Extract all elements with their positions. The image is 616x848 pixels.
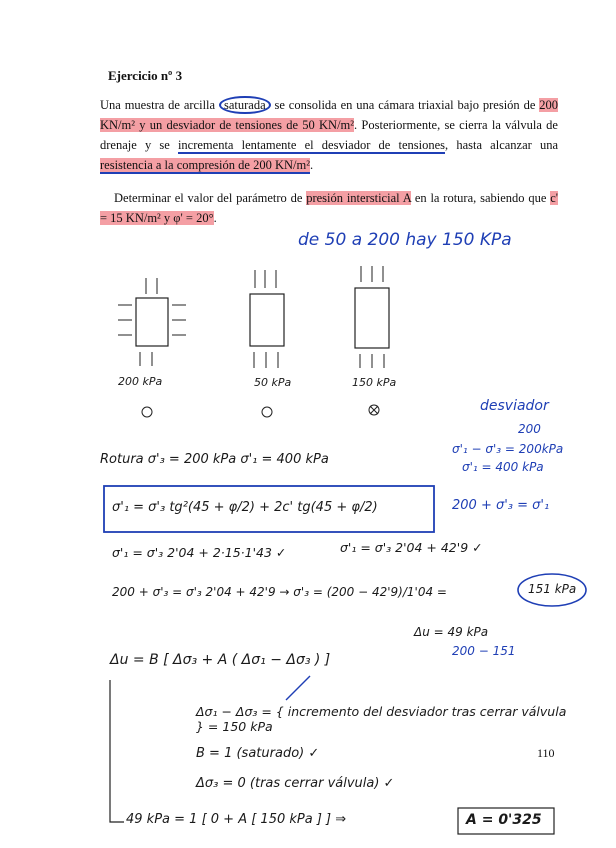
text: se consolida en una cámara triaxial bajo presión de (270, 98, 540, 112)
text: , hasta alcanzar una (445, 138, 559, 152)
underlined-text: incrementa lentamente el desviador de tensiones (177, 138, 446, 152)
underlined-highlight: resistencia a la compresión de 200 KN/m² (100, 158, 310, 172)
highlight: 200 KN/m² y un desviador de tensiones de 50 KN/m² (100, 98, 558, 132)
page-number: 110 (537, 746, 555, 760)
eq-dsig: Δσ₁ − Δσ₃ = { incremento del desviador tras cerrar válvula } = 150 kPa (196, 704, 567, 734)
du-49: Δu = 49 kPa (414, 625, 489, 639)
sample-2 (250, 294, 284, 346)
text: . (309, 158, 314, 172)
sample-1 (136, 298, 168, 346)
eq-du: Δu = B [ Δσ₃ + A ( Δσ₁ − Δσ₃ ) ] (110, 652, 331, 668)
arrows-1 (118, 278, 186, 366)
answer: A = 0'325 (466, 812, 542, 828)
circled-word: saturada (219, 96, 271, 114)
sub-200-151: 200 − 151 (452, 644, 516, 658)
side-eq: 200 + σ'₃ = σ'₁ (452, 498, 550, 513)
arrow-blue (286, 676, 310, 700)
exercise-title: Ejercicio nº 3 (108, 68, 183, 83)
eq-final: 49 kPa = 1 [ 0 + A [ 150 kPa ] ] ⇒ (126, 812, 347, 827)
desviador-note: desviador (480, 398, 549, 414)
line-c: 200 + σ'₃ = σ'₃ 2'04 + 42'9 → σ'₃ = (200 − 42'9)/1'04 = (112, 585, 447, 599)
text: . Posteriormente, se cierra la válvula de drenaje y se (100, 118, 558, 152)
bracket (110, 680, 124, 822)
rotura-line: Rotura σ'₃ = 200 kPa σ'₁ = 400 kPa (100, 452, 329, 467)
dv-200: 200 (518, 422, 541, 436)
arrows-3 (360, 266, 384, 368)
line-b: σ'₁ = σ'₃ 2'04 + 42'9 ✓ (340, 540, 483, 555)
label-200: 200 kPa (118, 375, 163, 388)
label-50: 50 kPa (254, 376, 292, 389)
text: Determinar el valor del parámetro de (114, 191, 307, 205)
highlight: c' = 15 KN/m² y φ' = 20° (100, 191, 558, 225)
s1-400: σ'₁ = 400 kPa (462, 460, 544, 474)
valve-open-2 (262, 407, 272, 417)
highlight: presión intersticial A (306, 191, 412, 205)
note-top: de 50 a 200 hay 150 KPa (298, 230, 512, 250)
text: Una muestra de arcilla (100, 98, 219, 112)
label-150: 150 kPa (352, 376, 397, 389)
text: en la rotura, sabiendo que (411, 191, 551, 205)
s1-s3: σ'₁ − σ'₃ = 200kPa (452, 442, 564, 456)
sample-3 (355, 288, 389, 348)
eq-ds3: Δσ₃ = 0 (tras cerrar válvula) ✓ (196, 776, 395, 791)
text: . (213, 211, 217, 225)
result-151: 151 kPa (528, 582, 577, 596)
arrows-2 (254, 270, 278, 368)
eq-B: B = 1 (saturado) ✓ (196, 746, 320, 761)
line-a: σ'₁ = σ'₃ 2'04 + 2·15·1'43 ✓ (112, 545, 287, 560)
formula: σ'₁ = σ'₃ tg²(45 + φ/2) + 2c' tg(45 + φ/2) (112, 500, 378, 515)
valve-open-1 (142, 407, 152, 417)
